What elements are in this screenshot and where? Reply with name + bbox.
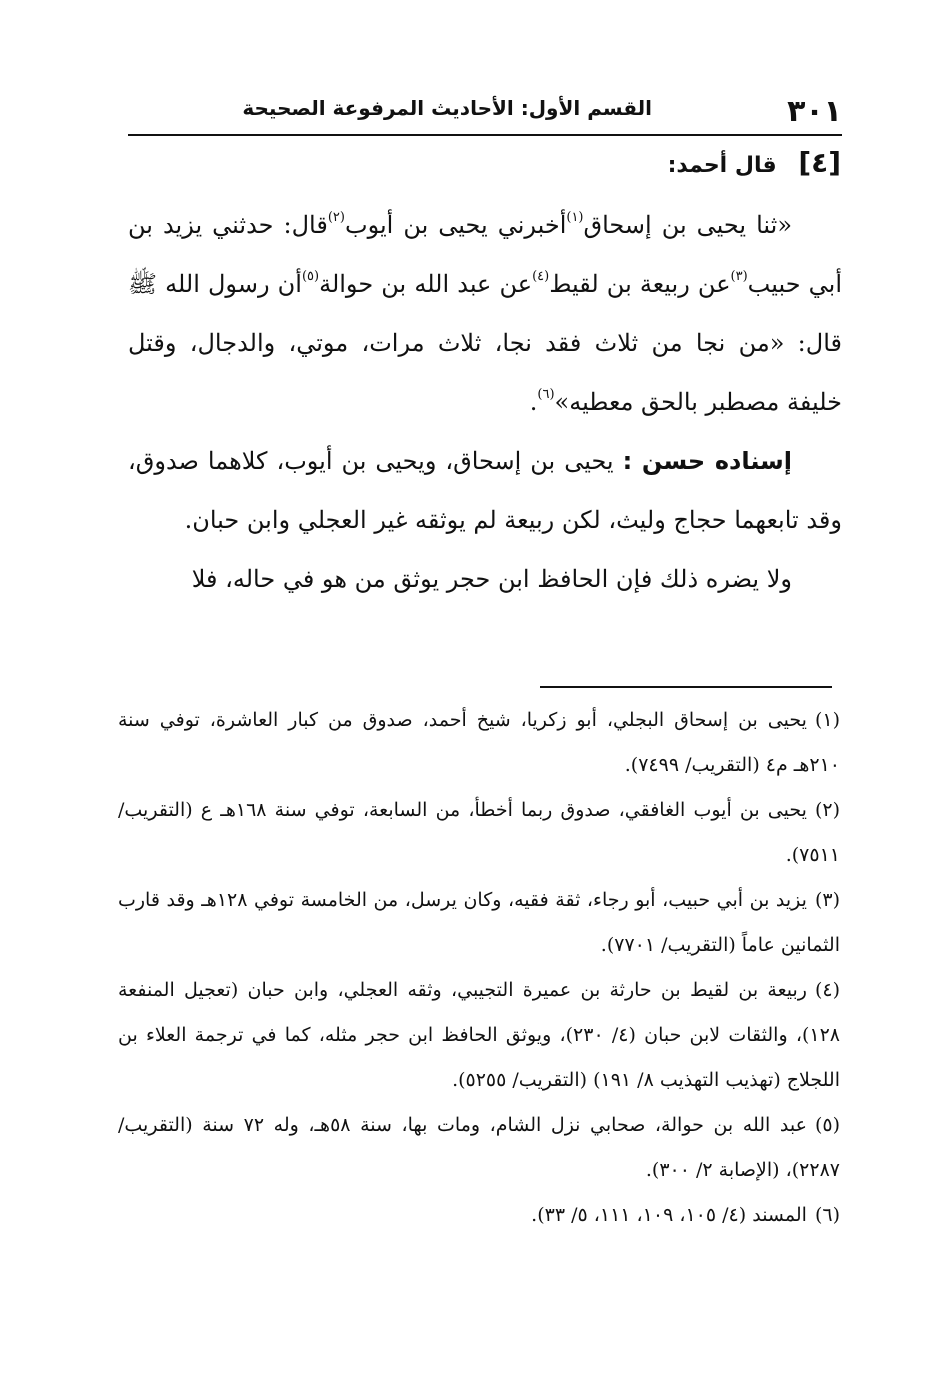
footnote-mark: (٦) xyxy=(814,1204,840,1226)
footnote-mark: (٢) xyxy=(814,799,840,821)
footnote-text: المسند (٤/ ١٠٥، ١٠٩، ١١١، ٥/ ٣٣). xyxy=(531,1204,807,1226)
running-title: القسم الأول: الأحاديث المرفوعة الصحيحة xyxy=(242,96,652,120)
hadith-segment: . xyxy=(529,388,538,416)
hadith-heading xyxy=(668,146,841,179)
footnote-text: يزيد بن أبي حبيب، أبو رجاء، ثقة فقيه، وكان يرسل، من الخامسة توفي ١٢٨هـ وقد قارب الثمانين عاماً (التقريب/ ٧٧٠١). xyxy=(118,889,840,956)
footnote-divider xyxy=(540,686,832,688)
footnote xyxy=(118,878,840,968)
footnote-mark: (٥) xyxy=(814,1114,840,1136)
isnad-grade: إسناده حسن : xyxy=(622,447,792,475)
hadith-segment: قال: حدثني يزيد بن أبي حبيب xyxy=(128,211,843,298)
footnote xyxy=(118,698,840,788)
footnote-text: عبد الله بن حوالة، صحابي نزل الشام، ومات بها، سنة ٥٨هـ، وله ٧٢ سنة (التقريب/ ٢٢٨٧)، (الإصابة ٢/ ٣٠٠). xyxy=(118,1114,840,1181)
footnote-ref: (٤) xyxy=(532,269,550,284)
footnote-mark: (١) xyxy=(814,709,840,731)
hadith-number: [٤] xyxy=(798,146,841,179)
footnote xyxy=(118,1193,840,1238)
hadith-heading-label: قال أحمد: xyxy=(667,153,777,178)
footnote-text: يحيى بن أيوب الغافقي، صدوق ربما أخطأ، من السابعة، توفي سنة ١٦٨هـ ع (التقريب/ ٧٥١١). xyxy=(118,799,840,866)
footnote-ref: (٢) xyxy=(327,210,345,225)
hadith-segment: عن عبد الله بن حوالة xyxy=(319,270,533,298)
hadith-segment: «ثنا يحيى بن إسحاق xyxy=(583,211,792,239)
hadith-segment: أخبرني يحيى بن أيوب xyxy=(344,211,567,239)
footnote-ref: (٦) xyxy=(537,387,555,402)
footnote xyxy=(118,788,840,878)
footnote-text: يحيى بن إسحاق البجلي، أبو زكريا، شيخ أحمد، صدوق من كبار العاشرة، توفي سنة ٢١٠هـ م٤ (التقريب/ ٧٤٩٩). xyxy=(118,709,840,776)
footnote-mark: (٤) xyxy=(814,979,840,1001)
footnote-ref: (١) xyxy=(566,210,584,225)
hadith-segment: عن ربيعة بن لقيط xyxy=(549,270,731,298)
footnote xyxy=(118,1103,840,1193)
footnote-ref: (٥) xyxy=(301,269,320,284)
hadith-segment: أن رسول الله ﷺ قال: «من نجا من ثلاث فقد نجا، ثلاث مرات، موتي، والدجال، وقتل خليفة مصطبر بالحق معطيه» xyxy=(128,270,842,416)
footnote-mark: (٣) xyxy=(814,889,840,911)
main-text xyxy=(128,196,842,609)
page-header xyxy=(128,90,842,136)
hadith-text xyxy=(128,196,842,432)
footnote xyxy=(118,968,840,1103)
closing-paragraph: ولا يضره ذلك فإن الحافظ ابن حجر يوثق من هو في حاله، فلا xyxy=(191,565,792,593)
isnad-paragraph xyxy=(128,432,842,550)
page-number: ٣٠١ xyxy=(787,94,842,129)
isnad-text: يحيى بن إسحاق، ويحيى بن أيوب، كلاهما صدوق، وقد تابعهما حجاج وليث، لكن ربيعة لم يوثقه غير العجلي وابن حبان. xyxy=(128,447,842,534)
footnotes xyxy=(118,698,840,1238)
footnote-ref: (٣) xyxy=(730,269,748,284)
footnote-text: ربيعة بن لقيط بن حارثة بن عميرة التجيبي، وثقه العجلي، وابن حبان (تعجيل المنفعة ١٢٨)، والثقات لابن حبان (٤/ ٢٣٠)، ويوثق الحافظ ابن حجر مثله، كما في ترجمة العلاء بن اللجلاج (تهذيب التهذيب ٨/ ١٩١) (التقريب/ ٥٢٥٥). xyxy=(118,979,840,1091)
